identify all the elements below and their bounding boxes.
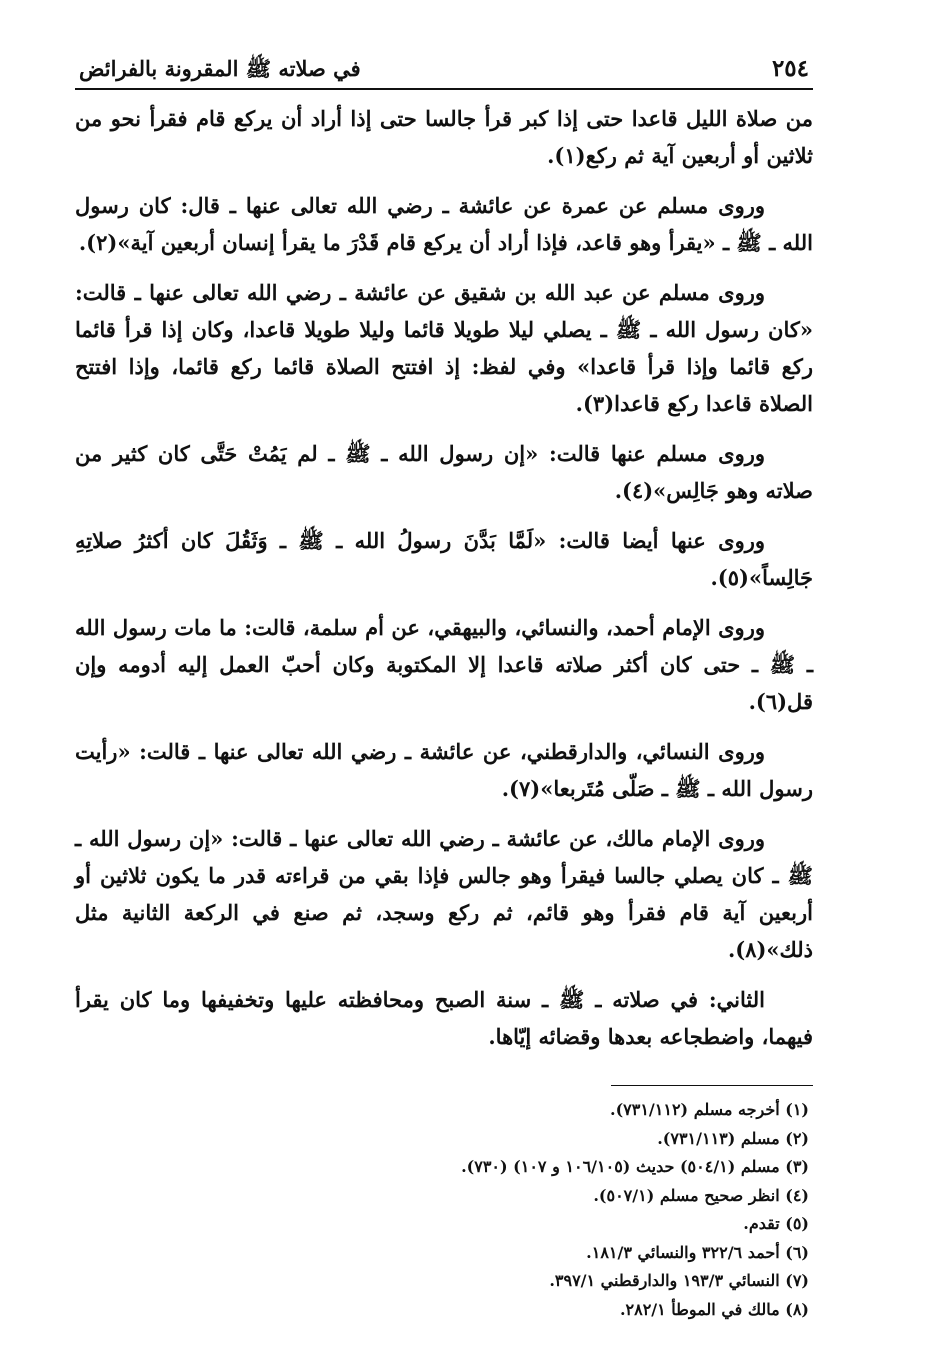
footnote: (٨) مالك في الموطأ ٢٨٢/١.	[619, 1299, 809, 1319]
footnote: (١) أخرجه مسلم (٧٣١/١١٢).	[610, 1100, 809, 1119]
section-lead: الثاني:	[708, 987, 765, 1012]
footnote-divider	[611, 1085, 813, 1086]
footnote: (٧) النسائي ١٩٣/٣ والدارقطني ٣٩٧/١.	[549, 1271, 809, 1290]
footnote: (٥) تقدم.	[743, 1214, 809, 1233]
footnotes	[75, 1096, 813, 1324]
paragraph-6: وروى الإمام أحمد، والنسائي، والبيهقي، عن أم سلمة، قالت: ما مات رسول الله ـ ﷺ ـ حتى كان أكثر صلاته قاعدا إلا المكتوبة وكان أحبّ العمل إليه أدومه وإن قل(٦).	[75, 615, 813, 714]
footnote: (٢) مسلم (٧٣١/١١٣).	[657, 1128, 809, 1148]
section-text: في صلاته ـ ﷺ ـ سنة الصبح ومحافظته عليها وتخفيفها وما كان يقرأ فيهما، واضطجاعه بعدها وقضائه إيّاها.	[75, 987, 813, 1049]
running-title: في صلاته ﷺ المقرونة بالفرائض	[79, 56, 361, 81]
paragraph-1: من صلاة الليل قاعدا حتى إذا كبر قرأ جالسا حتى إذا أراد أن يركع قام فقرأ نحو من ثلاثين أو أربعين آية ثم ركع(١).	[75, 106, 813, 168]
footnote: (٤) انظر صحيح مسلم (٥٠٧/١).	[593, 1185, 809, 1205]
page-number: ٢٥٤	[771, 55, 809, 82]
paragraph-3: وروى مسلم عن عبد الله بن شقيق عن عائشة ـ رضي الله تعالى عنها ـ قالت: «كان رسول الله ـ ﷺ ـ يصلي ليلا طويلا قائما وليلا طويلا قاعدا، وكان إذا قرأ قائما ركع قائما وإذا قرأ قاعدا» وفي لفظ: إذ افتتح الصلاة قائما ركع قائما، وإذا افتتح الصلاة قاعدا ركع قاعدا(٣).	[75, 280, 813, 416]
footnote: (٦) أحمد ٣٢٢/٦ والنسائي ١٨١/٣.	[586, 1242, 809, 1262]
paragraph-8: وروى الإمام مالك، عن عائشة ـ رضي الله تعالى عنها ـ قالت: «إن رسول الله ـ ﷺ ـ كان يصلي جالسا فيقرأ وهو جالس فإذا بقي من قراءته قدر ما يكون ثلاثين أو أربعين آية قام فقرأ وهو قائم، ثم ركع وسجد، ثم صنع في الركعة الثانية مثل ذلك»(٨).	[75, 826, 813, 962]
paragraph-5: وروى عنها أيضا قالت: «لَمَّا بَدَّنَ رسولُ الله ـ ﷺ ـ وَثَقُلَ كان أكثرُ صلاتِهِ جَالِساً»(٥).	[75, 528, 813, 590]
paragraph-4: وروى مسلم عنها قالت: «إن رسول الله ـ ﷺ ـ لم يَمُتْ حَتَّى كان كثير من صلاته وهو جَالِس»(٤).	[75, 441, 813, 503]
page-header	[75, 54, 813, 90]
paragraph-7: وروى النسائي، والدارقطني، عن عائشة ـ رضي الله تعالى عنها ـ قالت: «رأيت رسول الله ـ ﷺ ـ صَلّى مُتَربعا»(٧).	[75, 739, 813, 801]
main-text	[75, 100, 813, 1055]
paragraph-9	[75, 981, 813, 1055]
footnote: (٣) مسلم (٥٠٤/١) حديث (١٠٦/١٠٥ و ١٠٧) (٧٣٠).	[461, 1157, 809, 1176]
paragraph-2: وروى مسلم عن عمرة عن عائشة ـ رضي الله تعالى عنها ـ قال: كان رسول الله ـ ﷺ ـ «يقرأ وهو قاعد، فإذا أراد أن يركع قام قَدْرَ ما يقرأ إنسان أربعين آية»(٢).	[75, 193, 813, 255]
